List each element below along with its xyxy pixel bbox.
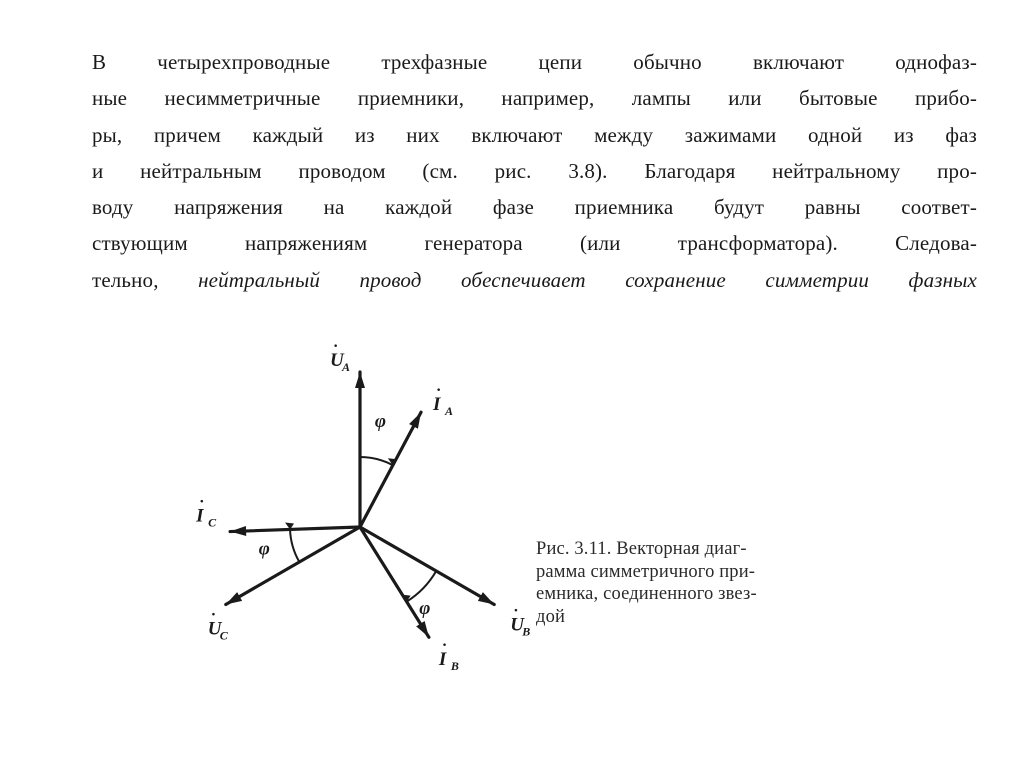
vector-ua-arrowhead — [355, 372, 365, 388]
vector-uc-arrowhead — [226, 592, 242, 604]
vector-subscript: B — [522, 624, 531, 639]
vector-subscript: C — [219, 628, 228, 643]
vector-subscript: B — [450, 659, 459, 674]
vector-ib-line — [360, 527, 429, 637]
paragraph-line: ры, причем каждый из них включают между зажимами одной из фаз — [92, 122, 977, 147]
paragraph-italic-emphasis: нейтральный провод обеспечивает сохранение симметрии фазных — [198, 267, 977, 292]
vector-ib-arrowhead — [416, 621, 429, 637]
vector-subscript: C — [208, 515, 217, 530]
vector-uc-label — [208, 607, 229, 643]
paragraph-line: воду напряжения на каждой фазе приемника будут равны соответ- — [92, 195, 977, 220]
phasor-dot: · — [513, 602, 519, 620]
paragraph-line: ствующим напряжениям генератора (или трансформатора). Следова- — [92, 231, 977, 256]
phasor-dot: · — [333, 338, 339, 355]
vector-uc-line — [226, 527, 360, 605]
phi-label: φ — [258, 538, 270, 560]
vector-ua-label — [330, 338, 350, 374]
vector-subscript: A — [445, 404, 454, 419]
figure-caption — [536, 538, 854, 628]
phi-arc-uc — [290, 529, 299, 562]
caption-line: дой — [536, 606, 566, 627]
vector-letter: U — [330, 350, 344, 371]
phasor-dot: · — [199, 493, 205, 511]
vector-ic-arrowhead — [230, 526, 246, 536]
vector-ib-label — [438, 637, 459, 673]
paragraph-line: и нейтральным проводом (см. рис. 3.8). Благодаря нейтральному про- — [92, 158, 977, 183]
vector-ia-arrowhead — [409, 412, 421, 428]
vector-ic-line — [230, 527, 360, 532]
phasor-dot: · — [210, 606, 217, 624]
phi-arc-ub — [407, 571, 437, 602]
caption-line: емника, соединенного звез- — [536, 584, 757, 604]
vector-letter: I — [196, 505, 204, 527]
vector-letter: U — [510, 614, 524, 636]
vector-letter: U — [207, 618, 222, 640]
vector-ub-line — [360, 527, 494, 605]
phi-label: φ — [374, 411, 387, 433]
vector-ic-label — [195, 494, 217, 530]
vector-ub-arrowhead — [478, 592, 494, 604]
paragraph-last-start: тельно, — [92, 267, 199, 292]
phasor-dot: · — [441, 637, 448, 655]
paragraph-line: ные несимметричные приемники, например, лампы или бытовые прибо- — [92, 86, 977, 111]
paragraph-line: В четырехпроводные трехфазные цепи обычно включают однофаз- — [92, 50, 977, 74]
vector-ia-line — [360, 412, 421, 527]
vector-letter: I — [438, 649, 447, 671]
vector-subscript: A — [342, 360, 351, 374]
phi-label: φ — [419, 598, 431, 620]
vector-letter: I — [433, 394, 441, 416]
caption-line: рамма симметричного при- — [536, 561, 756, 582]
vector-ia-label — [432, 382, 453, 418]
phasor-dot: · — [436, 382, 442, 400]
caption-line: Рис. 3.11. Векторная диаг- — [536, 539, 747, 559]
vector-ub-label — [510, 603, 530, 639]
